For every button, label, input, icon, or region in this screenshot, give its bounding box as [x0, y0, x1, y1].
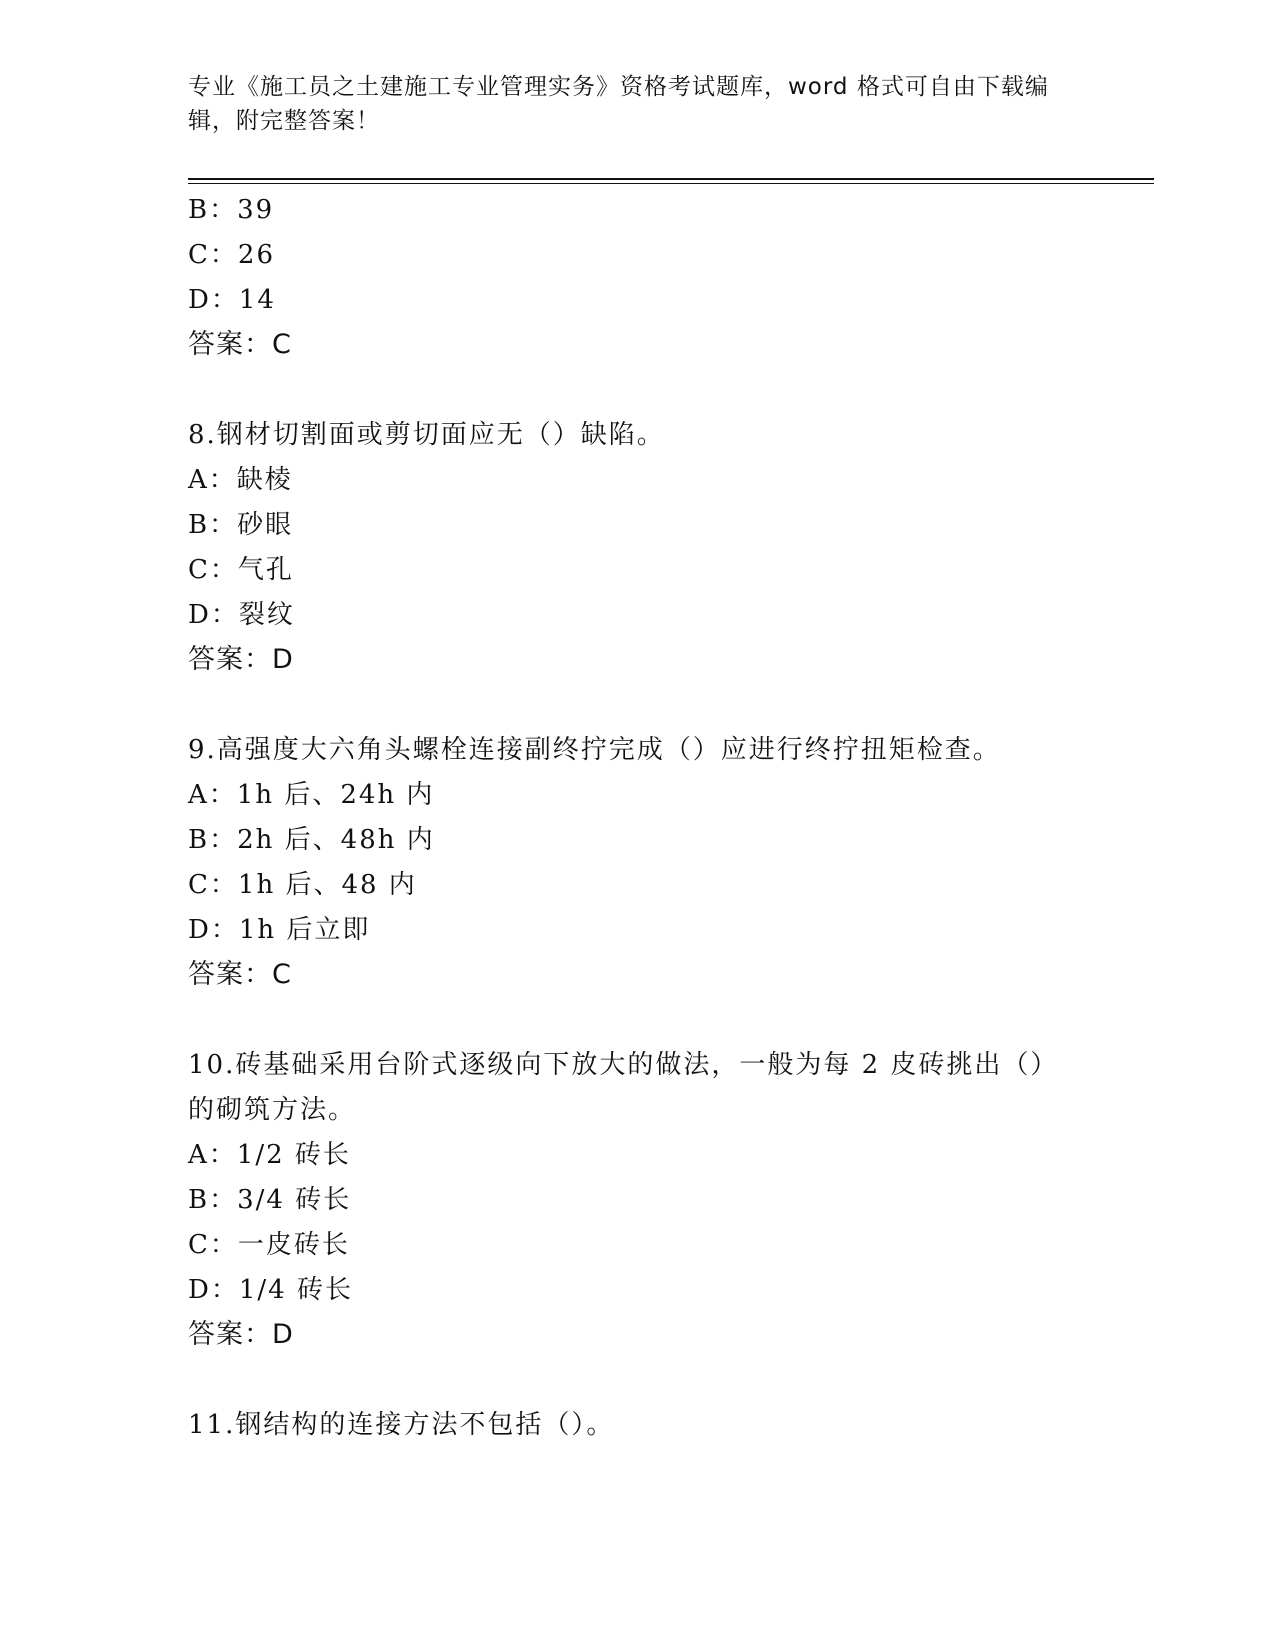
option-key: B：: [188, 510, 238, 540]
option-text: 砂眼: [237, 510, 294, 540]
option-key: C：: [188, 555, 238, 585]
option-text: 裂纹: [238, 600, 295, 630]
option-key: C：: [188, 870, 238, 900]
option-text: 缺棱: [236, 465, 293, 495]
header-line-2: 辑，附完整答案！: [188, 108, 380, 134]
q9-option-b: [188, 823, 435, 857]
q8-option-b: [188, 508, 293, 542]
option-text: 1h 后、24h 内: [236, 780, 435, 810]
option-key: B：: [188, 1185, 238, 1215]
option-key: C：: [188, 240, 238, 270]
q10-question-line-2: 的砌筑方法。: [188, 1095, 357, 1125]
option-key: C：: [188, 1230, 238, 1260]
option-text: 3/4 砖长: [237, 1185, 352, 1215]
prev-answer: 答案：C: [188, 329, 292, 360]
prev-option-b: [188, 193, 274, 227]
q9-option-a: [188, 778, 434, 812]
option-text: 1/4 砖长: [238, 1275, 353, 1305]
q8-option-c: [188, 553, 294, 587]
option-text: 一皮砖长: [237, 1230, 350, 1260]
option-text: 1/2 砖长: [236, 1140, 351, 1170]
option-key: B：: [188, 825, 238, 855]
option-key: A：: [188, 1140, 237, 1170]
prev-option-d: [188, 283, 276, 317]
option-key: D：: [188, 915, 239, 945]
option-key: D：: [188, 600, 239, 630]
option-text: 26: [237, 240, 275, 270]
q10-option-a: [188, 1138, 351, 1172]
prev-option-c: [188, 238, 275, 272]
q8-option-d: [188, 598, 295, 632]
q9-answer: 答案：C: [188, 959, 292, 990]
q10-option-d: [188, 1273, 353, 1307]
document-header: [188, 70, 1068, 138]
q9-option-c: [188, 868, 417, 902]
q10-option-b: [188, 1183, 351, 1217]
option-text: 39: [237, 195, 275, 225]
option-key: A：: [188, 780, 237, 810]
option-text: 14: [238, 285, 276, 315]
q8-option-a: [188, 463, 293, 497]
option-key: D：: [188, 1275, 239, 1305]
q9-question: 9.高强度大六角头螺栓连接副终拧完成（）应进行终拧扭矩检查。: [188, 735, 1001, 765]
option-text: 1h 后立即: [238, 915, 371, 945]
option-text: 2h 后、48h 内: [237, 825, 435, 855]
header-rule-thick: [188, 178, 1154, 180]
header-line-1: 专业《施工员之土建施工专业管理实务》资格考试题库，word 格式可自由下载编: [188, 74, 1049, 100]
option-key: B：: [188, 195, 238, 225]
option-key: D：: [188, 285, 239, 315]
option-key: A：: [188, 465, 237, 495]
header-rule-thin: [188, 183, 1154, 184]
q11-question: 11.钢结构的连接方法不包括（）。: [188, 1410, 615, 1440]
option-text: 气孔: [237, 555, 294, 585]
q10-option-c: [188, 1228, 350, 1262]
q9-option-d: [188, 913, 370, 947]
q8-answer: 答案：D: [188, 644, 294, 675]
q8-question: 8.钢材切割面或剪切面应无（）缺陷。: [188, 420, 665, 450]
q10-answer: 答案：D: [188, 1319, 294, 1350]
q10-question-line-1: 10.砖基础采用台阶式逐级向下放大的做法，一般为每 2 皮砖挑出（）: [188, 1050, 1059, 1080]
option-text: 1h 后、48 内: [237, 870, 417, 900]
